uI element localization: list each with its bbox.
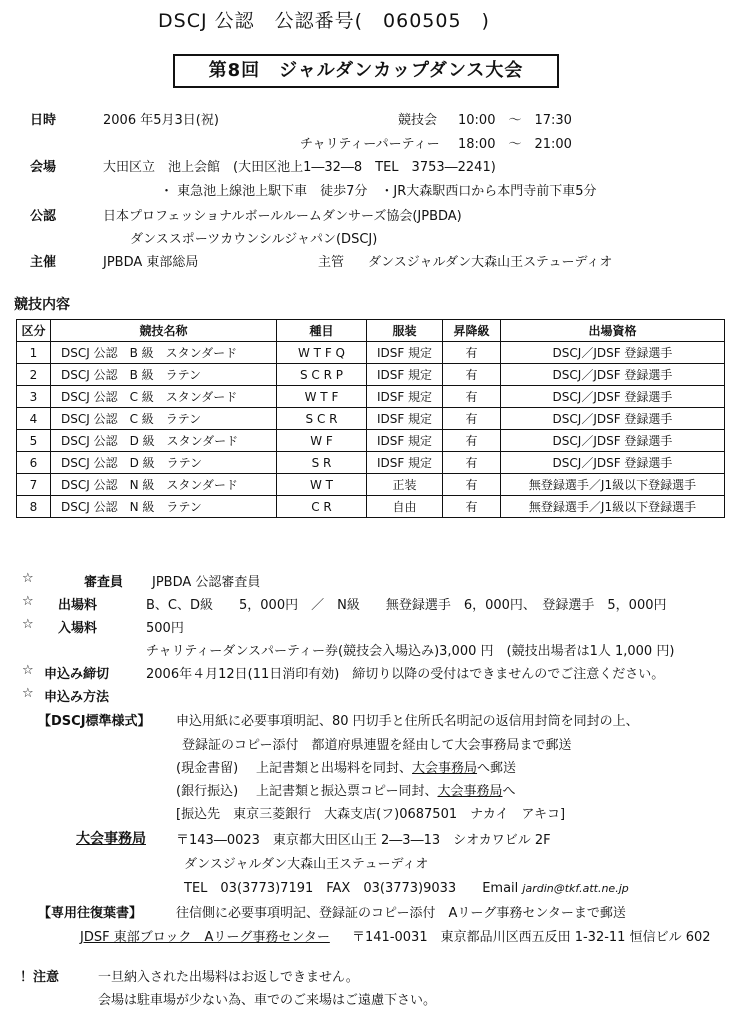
office-tel: TEL 03(3773)7191 FAX 03(3773)9033 Email bbox=[184, 881, 519, 896]
cell-event-name: DSCJ 公認 N 級 スタンダード bbox=[51, 474, 277, 496]
cell-eligibility: DSCJ／JDSF 登録選手 bbox=[501, 452, 725, 474]
table-row bbox=[17, 474, 725, 496]
office-email: jardin@tkf.att.ne.jp bbox=[522, 882, 629, 895]
cell-dances: S C R bbox=[277, 408, 367, 430]
cell-promotion: 有 bbox=[443, 408, 501, 430]
table-row bbox=[17, 364, 725, 386]
host-label: 主催 bbox=[30, 255, 57, 270]
cell-promotion: 有 bbox=[443, 386, 501, 408]
judges-label: 審査員 bbox=[84, 575, 124, 590]
competition-time: 10:00 ～ 17:30 bbox=[458, 113, 572, 128]
cell-division: 7 bbox=[17, 474, 51, 496]
cell-dress: 正装 bbox=[367, 474, 443, 496]
table-row bbox=[17, 430, 725, 452]
star-icon: ☆ bbox=[22, 617, 34, 632]
bank-office-link: 大会事務局 bbox=[437, 784, 503, 799]
cell-dress: IDSF 規定 bbox=[367, 452, 443, 474]
cell-division: 3 bbox=[17, 386, 51, 408]
cash-text: 上記書類と出場料を同封、 bbox=[256, 761, 413, 776]
cell-eligibility: DSCJ／JDSF 登録選手 bbox=[501, 430, 725, 452]
notes-label: ！注意 bbox=[20, 970, 60, 985]
jdsf-postcard-value: 往信側に必要事項明記、登録証のコピー添付 Aリーグ事務センターまで郵送 bbox=[176, 906, 626, 921]
cell-event-name: DSCJ 公認 B 級 スタンダード bbox=[51, 342, 277, 364]
bank-instruction bbox=[256, 780, 516, 799]
cell-division: 2 bbox=[17, 364, 51, 386]
star-icon: ☆ bbox=[22, 571, 34, 586]
event-title: 第8回 ジャルダンカップダンス大会 bbox=[173, 54, 559, 88]
bank-text-end: へ bbox=[502, 784, 516, 799]
approval-jpbda: 日本プロフェッショナルボールルームダンサーズ協会(JPBDA) bbox=[103, 209, 462, 224]
cell-dress: IDSF 規定 bbox=[367, 342, 443, 364]
office-name: ダンスジャルダン大森山王ステューディオ bbox=[184, 857, 429, 872]
cell-dances: S C R P bbox=[277, 364, 367, 386]
table-row bbox=[17, 342, 725, 364]
table-row bbox=[17, 452, 725, 474]
jdsf-center-name: JDSF 東部ブロック Aリーグ事務センター bbox=[80, 930, 330, 945]
venue-label: 会場 bbox=[30, 160, 57, 175]
cell-promotion: 有 bbox=[443, 364, 501, 386]
method-label: 申込み方法 bbox=[44, 690, 110, 705]
jdsf-center-address: 〒141-0031 東京都品川区西五反田 1-32-11 恒信ビル 602 bbox=[352, 930, 711, 945]
office-label: 大会事務局 bbox=[76, 831, 146, 847]
date-value: 2006 年5月3日(祝) bbox=[103, 113, 219, 128]
cash-office-link: 大会事務局 bbox=[412, 761, 478, 776]
cell-dress: IDSF 規定 bbox=[367, 386, 443, 408]
note-2: 会場は駐車場が少ない為、車でのご来場はご遠慮下さい。 bbox=[98, 993, 437, 1008]
cell-eligibility: 無登録選手／J1級以下登録選手 bbox=[501, 496, 725, 518]
access-info: ・ 東急池上線池上駅下車 徒歩7分 ・JR大森駅西口から本門寺前下車5分 bbox=[160, 184, 597, 199]
deadline-label: 申込み締切 bbox=[44, 667, 110, 682]
office-contact bbox=[184, 877, 629, 896]
cell-dress: IDSF 規定 bbox=[367, 364, 443, 386]
cell-event-name: DSCJ 公認 D 級 ラテン bbox=[51, 452, 277, 474]
cell-event-name: DSCJ 公認 N 級 ラテン bbox=[51, 496, 277, 518]
approval-label: 公認 bbox=[30, 209, 57, 224]
dscj-format-line-2: 登録証のコピー添付 都道府県連盟を経由して大会事務局まで郵送 bbox=[182, 738, 572, 753]
table-row bbox=[17, 496, 725, 518]
cell-promotion: 有 bbox=[443, 452, 501, 474]
cash-label: (現金書留) bbox=[176, 761, 239, 776]
competition-label: 競技会 bbox=[398, 113, 438, 128]
cell-division: 4 bbox=[17, 408, 51, 430]
bank-label: (銀行振込) bbox=[176, 784, 239, 799]
cell-dances: W T bbox=[277, 474, 367, 496]
cell-division: 8 bbox=[17, 496, 51, 518]
cell-eligibility: DSCJ／JDSF 登録選手 bbox=[501, 386, 725, 408]
cell-promotion: 有 bbox=[443, 496, 501, 518]
cash-text-end: へ郵送 bbox=[477, 761, 517, 776]
certification-line: DSCJ 公認 公認番号( 060505 ) bbox=[158, 10, 490, 32]
competition-table bbox=[16, 319, 725, 518]
header-dances: 種目 bbox=[277, 320, 367, 342]
deadline-value: 2006年４月12日(11日消印有効) 締切り以降の受付はできませんのでご注意ください。 bbox=[146, 667, 665, 682]
header-event-name: 競技名称 bbox=[51, 320, 277, 342]
section-title: 競技内容 bbox=[14, 297, 70, 313]
date-label: 日時 bbox=[30, 113, 57, 128]
transfer-info: [振込先 東京三菱銀行 大森支店(フ)0687501 ナカイ アキコ] bbox=[176, 807, 566, 822]
party-time: 18:00 ～ 21:00 bbox=[458, 137, 572, 152]
cell-dances: W T F bbox=[277, 386, 367, 408]
cell-dances: S R bbox=[277, 452, 367, 474]
star-icon: ☆ bbox=[22, 594, 34, 609]
table-row bbox=[17, 408, 725, 430]
cell-eligibility: 無登録選手／J1級以下登録選手 bbox=[501, 474, 725, 496]
entry-label: 入場料 bbox=[58, 621, 98, 636]
cell-dress: IDSF 規定 bbox=[367, 430, 443, 452]
dscj-format-line-1: 申込用紙に必要事項明記、80 円切手と住所氏名明記の返信用封筒を同封の上、 bbox=[176, 714, 639, 729]
table-row bbox=[17, 386, 725, 408]
cell-dances: W T F Q bbox=[277, 342, 367, 364]
cell-dances: W F bbox=[277, 430, 367, 452]
header-promotion: 昇降級 bbox=[443, 320, 501, 342]
cell-division: 5 bbox=[17, 430, 51, 452]
cell-eligibility: DSCJ／JDSF 登録選手 bbox=[501, 408, 725, 430]
cell-event-name: DSCJ 公認 C 級 ラテン bbox=[51, 408, 277, 430]
fee-value: B、C、D級 5，000円 ／ N級 無登録選手 6，000円、 登録選手 5，000円 bbox=[146, 598, 667, 613]
header-division: 区分 bbox=[17, 320, 51, 342]
table-header-row bbox=[17, 320, 725, 342]
cell-dress: IDSF 規定 bbox=[367, 408, 443, 430]
note-1: 一旦納入された出場料はお返しできません。 bbox=[98, 970, 359, 985]
entry-value: 500円 bbox=[146, 621, 184, 636]
cell-event-name: DSCJ 公認 D 級 スタンダード bbox=[51, 430, 277, 452]
party-ticket: チャリティーダンスパーティー券(競技会入場込み)3,000 円 (競技出場者は1人 1,000 円) bbox=[146, 644, 675, 659]
cell-event-name: DSCJ 公認 B 級 ラテン bbox=[51, 364, 277, 386]
star-icon: ☆ bbox=[22, 686, 34, 701]
judges-value: JPBDA 公認審査員 bbox=[152, 575, 261, 590]
cash-instruction bbox=[256, 757, 516, 776]
fee-label: 出場料 bbox=[58, 598, 98, 613]
cell-eligibility: DSCJ／JDSF 登録選手 bbox=[501, 364, 725, 386]
office-address: 〒143―0023 東京都大田区山王 2―3―13 シオカワビル 2F bbox=[176, 833, 551, 848]
cell-promotion: 有 bbox=[443, 430, 501, 452]
bank-text: 上記書類と振込票コピー同封、 bbox=[256, 784, 438, 799]
cell-division: 1 bbox=[17, 342, 51, 364]
manager-label: 主管 bbox=[318, 255, 345, 270]
party-label: チャリティーパーティー bbox=[300, 137, 440, 152]
cell-eligibility: DSCJ／JDSF 登録選手 bbox=[501, 342, 725, 364]
star-icon: ☆ bbox=[22, 663, 34, 678]
dscj-format-label: 【DSCJ標準様式】 bbox=[38, 714, 151, 729]
jdsf-postcard-label: 【専用往復葉書】 bbox=[38, 906, 143, 921]
cell-dances: C R bbox=[277, 496, 367, 518]
approval-dscj: ダンススポーツカウンシルジャパン(DSCJ) bbox=[130, 232, 378, 247]
cell-dress: 自由 bbox=[367, 496, 443, 518]
header-dress: 服装 bbox=[367, 320, 443, 342]
host-value: JPBDA 東部総局 bbox=[103, 255, 199, 270]
manager-value: ダンスジャルダン大森山王ステューディオ bbox=[368, 255, 613, 270]
venue-value: 大田区立 池上会館 (大田区池上1―32―8 TEL 3753―2241) bbox=[103, 160, 496, 175]
cell-promotion: 有 bbox=[443, 342, 501, 364]
header-eligibility: 出場資格 bbox=[501, 320, 725, 342]
cell-division: 6 bbox=[17, 452, 51, 474]
cell-event-name: DSCJ 公認 C 級 スタンダード bbox=[51, 386, 277, 408]
cell-promotion: 有 bbox=[443, 474, 501, 496]
